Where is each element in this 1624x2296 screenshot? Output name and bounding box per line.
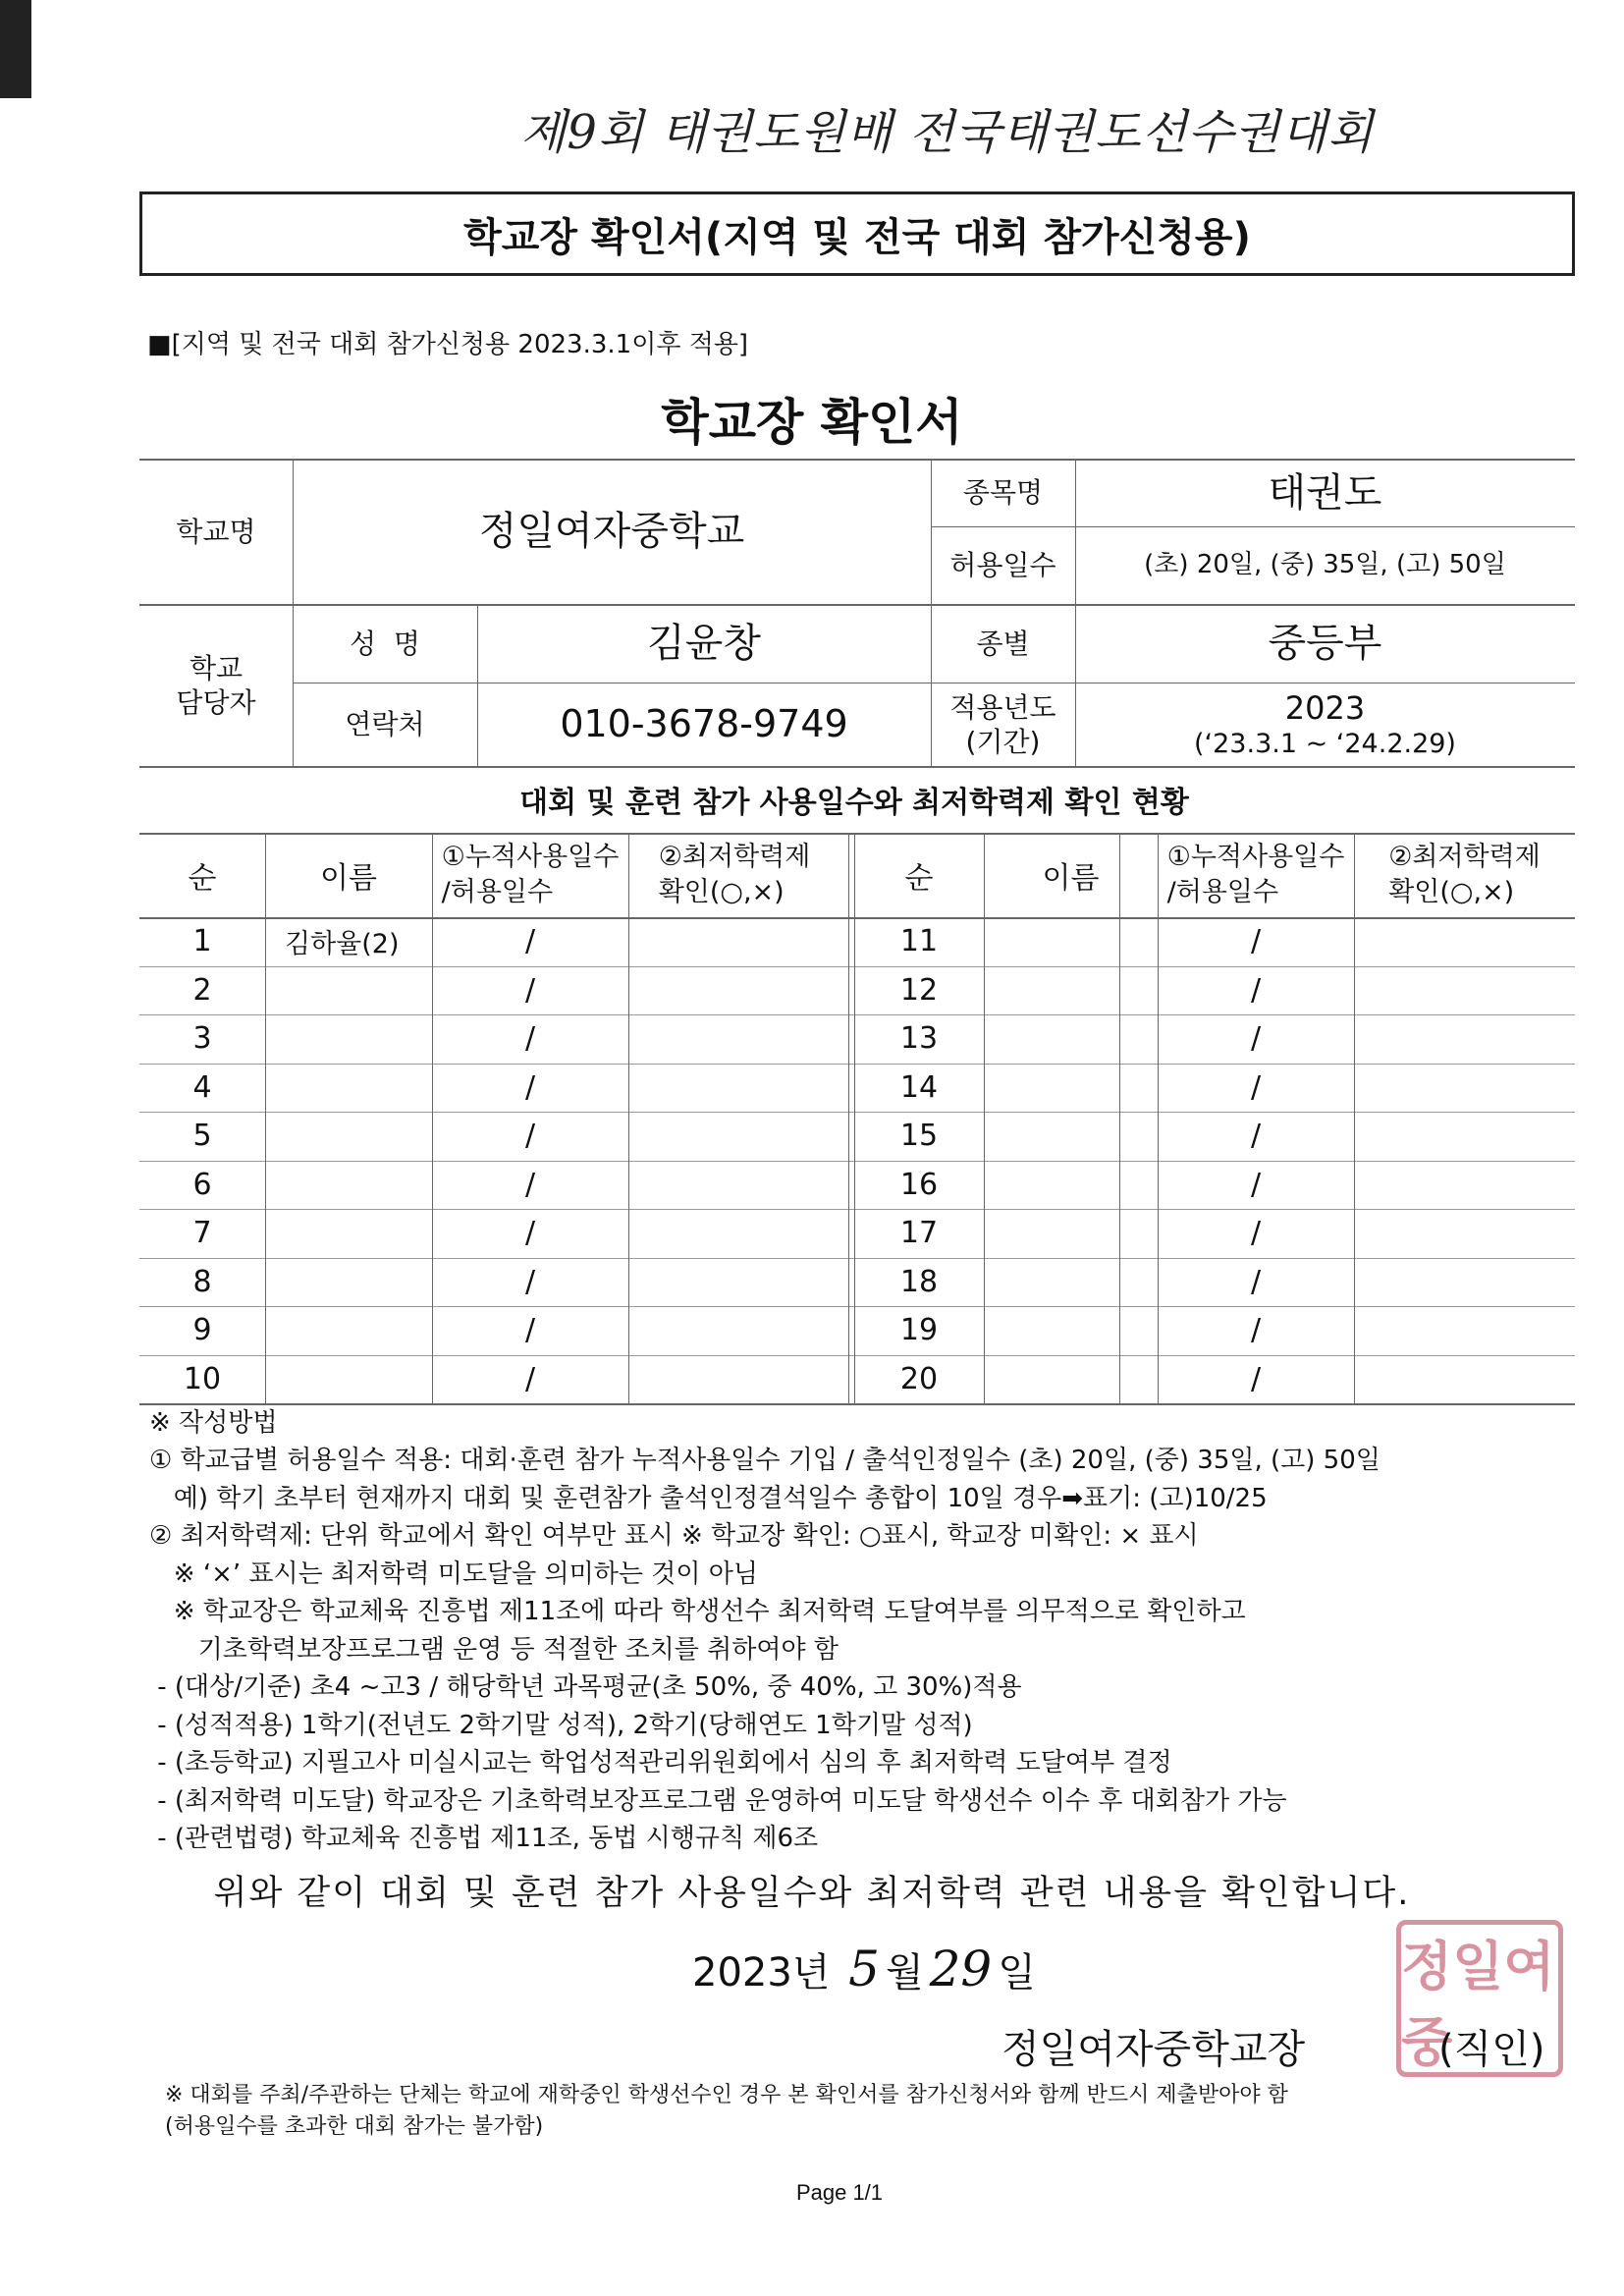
table-row: [139, 1258, 1575, 1307]
roster-name: [265, 966, 432, 1015]
roster-used-days: /: [1250, 1361, 1262, 1396]
header-name-right: 이름: [1042, 861, 1100, 896]
roster-used-days: /: [1250, 1264, 1262, 1299]
column-divider: [1158, 833, 1159, 1403]
header-used-days-right: ①누적사용일수 /허용일수: [1166, 841, 1345, 907]
form-title: 학교장 확인서(지역 및 전국 대회 참가신청용): [139, 191, 1575, 276]
instruction-line: 예) 학기 초부터 현재까지 대회 및 훈련참가 출석인정결석일수 총합이 10일 경우➡표기: (고)10/25: [149, 1483, 1268, 1513]
date-month-unit: 월: [885, 1950, 924, 1995]
table-row: [139, 1112, 1575, 1161]
roster-no: 4: [192, 1069, 212, 1105]
roster-name: [984, 1209, 1158, 1258]
instruction-line: ② 최저학력제: 단위 학교에서 확인 여부만 표시 ※ 학교장 확인: ○표시, 학교장 미확인: × 표시: [149, 1521, 1199, 1552]
roster-name: [984, 1014, 1158, 1064]
table-row: [139, 917, 1575, 966]
roster-min-academic: [628, 1306, 840, 1355]
roster-used-days: /: [524, 1021, 536, 1057]
roster-used-days: /: [1250, 972, 1262, 1008]
header-min-academic: ②최저학력제 확인(○,×): [658, 841, 811, 907]
column-divider: [265, 833, 266, 1403]
column-divider: [1354, 833, 1355, 1403]
roster-section-title: 대회 및 훈련 참가 사용일수와 최저학력제 확인 현황: [519, 786, 1189, 820]
roster-no: 17: [899, 1216, 939, 1251]
roster-name: 김하율(2): [285, 929, 400, 960]
signature-date: [692, 1941, 1036, 1997]
roster-min-academic: [628, 1112, 840, 1161]
roster-name: [265, 1161, 432, 1210]
column-divider: [628, 833, 629, 1403]
header-min-academic-right: ②최저학력제 확인(○,×): [1388, 841, 1541, 907]
roster-used-days: /: [1250, 1021, 1262, 1057]
roster-no: 13: [899, 1021, 939, 1057]
roster-used-days: /: [1250, 924, 1262, 959]
header-name: 이름: [320, 861, 377, 896]
column-divider: [984, 833, 985, 1403]
roster-min-academic: [628, 1161, 840, 1210]
contact-person-label: 학교 담당자: [176, 651, 256, 719]
roster-used-days: /: [1250, 1313, 1262, 1348]
column-divider: [1119, 833, 1120, 1403]
roster-used-days: /: [524, 972, 536, 1008]
sport-value: 태권도: [1268, 469, 1382, 516]
roster-name: [984, 966, 1158, 1015]
table-row: [139, 966, 1575, 1015]
table-row: [139, 1064, 1575, 1113]
roster-min-academic: [628, 1064, 840, 1113]
instruction-line: ※ ‘×’ 표시는 최저학력 미도달을 의미하는 것이 아님: [149, 1558, 758, 1589]
roster-used-days: /: [524, 924, 536, 959]
roster-used-days: /: [1250, 1167, 1262, 1202]
year-label: 적용년도 (기간): [949, 690, 1056, 758]
header-no-right: 순: [904, 861, 934, 896]
roster-name: [984, 1161, 1158, 1210]
instruction-line: - (성적적용) 1학기(전년도 2학기말 성적), 2학기(당해연도 1학기말 성적): [149, 1710, 973, 1740]
column-divider: [848, 833, 849, 1403]
roster-no: 15: [899, 1119, 939, 1154]
roster-no: 12: [899, 972, 939, 1008]
roster-used-days: /: [1250, 1216, 1262, 1251]
header-used-days: ①누적사용일수 /허용일수: [441, 841, 620, 907]
roster-name: [984, 1258, 1158, 1307]
roster-name: [265, 1306, 432, 1355]
phone-value: 010-3678-9749: [560, 701, 848, 745]
roster-name: [984, 1306, 1158, 1355]
roster-no: 18: [899, 1264, 939, 1299]
roster-used-days: /: [524, 1216, 536, 1251]
roster-min-academic: [1354, 1258, 1575, 1307]
instruction-line: ① 학교급별 허용일수 적용: 대회·훈련 참가 누적사용일수 기입 / 출석인정일수 (초) 20일, (중) 35일, (고) 50일: [149, 1446, 1380, 1476]
roster-min-academic: [628, 1209, 840, 1258]
roster-min-academic: [1354, 1064, 1575, 1113]
date-day: 29: [929, 1941, 993, 1997]
page-number: Page 1/1: [795, 2180, 884, 2205]
period-value: (‘23.3.1 ~ ‘24.2.29): [1194, 728, 1456, 759]
instruction-line: - (대상/기준) 초4 ~고3 / 해당학년 과목평균(초 50%, 중 40%, 고 30%)적용: [149, 1672, 1022, 1703]
roster-min-academic: [1354, 1112, 1575, 1161]
table-row: [139, 1355, 1575, 1404]
roster-used-days: /: [1250, 1069, 1262, 1105]
school-name-label: 학교명: [176, 515, 256, 548]
seal-text: 정일여중: [1401, 1936, 1555, 2073]
row-divider: [139, 1014, 1575, 1015]
roster-min-academic: [1354, 1014, 1575, 1064]
name-label: 성 명: [350, 627, 420, 660]
allowed-days-value: (초) 20일, (중) 35일, (고) 50일: [1144, 550, 1506, 580]
roster-no: 8: [192, 1264, 212, 1299]
confirmation-statement: 위와 같이 대회 및 훈련 참가 사용일수와 최저학력 관련 내용을 확인합니다.: [213, 1874, 1411, 1913]
roster-min-academic: [1354, 1209, 1575, 1258]
instructions-heading: ※ 작성방법: [149, 1408, 278, 1438]
column-divider: [854, 833, 855, 1403]
handwritten-title: 제9회 태권도원배 전국태권도선수권대회: [520, 105, 1375, 160]
row-divider: [139, 966, 1575, 967]
roster-name: [984, 1355, 1158, 1404]
roster-no: 10: [183, 1361, 222, 1396]
roster-name: [265, 1014, 432, 1064]
row-divider: [139, 1064, 1575, 1065]
instruction-line: 기초학력보장프로그램 운영 등 적절한 조치를 취하여야 함: [149, 1634, 839, 1665]
footnote: ※ 대회를 주최/주관하는 단체는 학교에 재학중인 학생선수인 경우 본 확인서를 참가신청서와 함께 반드시 제출받아야 함 (허용일수를 초과한 대회 참가는 불가함): [165, 2083, 1288, 2139]
roster-no: 2: [192, 972, 212, 1008]
roster-no: 5: [192, 1119, 212, 1154]
principal-name: 정일여자중학교장: [1001, 2027, 1306, 2072]
scan-edge-mark: [0, 0, 31, 98]
roster-used-days: /: [1250, 1119, 1262, 1154]
instruction-line: - (최저학력 미도달) 학교장은 기초학력보장프로그램 운영하여 미도달 학생선수 이수 후 대회참가 가능: [149, 1785, 1287, 1816]
roster-name: [265, 1112, 432, 1161]
table-row: [139, 1209, 1575, 1258]
roster-no: 11: [899, 924, 939, 959]
row-divider: [139, 1355, 1575, 1356]
roster-used-days: /: [524, 1313, 536, 1348]
table-border: [139, 917, 1575, 919]
roster-name: [265, 1258, 432, 1307]
roster-no: 16: [899, 1167, 939, 1202]
phone-label: 연락처: [345, 708, 425, 740]
year-value: 2023: [1284, 688, 1366, 727]
instruction-line: - (초등학교) 지필고사 미실시교는 학업성적관리위원회에서 심의 후 최저학력 도달여부 결정: [149, 1748, 1172, 1778]
row-divider: [139, 1112, 1575, 1113]
row-divider: [139, 1209, 1575, 1210]
applicability-notice: ■[지역 및 전국 대회 참가신청용 2023.3.1이후 적용]: [147, 330, 749, 359]
roster-min-academic: [628, 966, 840, 1015]
roster-min-academic: [1354, 1355, 1575, 1404]
row-divider: [139, 1258, 1575, 1259]
roster-min-academic: [1354, 1161, 1575, 1210]
table-row: [139, 1306, 1575, 1355]
roster-name: [984, 1064, 1158, 1113]
roster-name: [984, 917, 1158, 966]
sport-label: 종목명: [962, 476, 1044, 509]
roster-header-row: [139, 833, 1575, 917]
roster-min-academic: [1354, 966, 1575, 1015]
roster-used-days: /: [524, 1361, 536, 1396]
allowed-days-label: 허용일수: [949, 549, 1056, 581]
roster-no: 9: [192, 1313, 212, 1348]
roster-name: [265, 1355, 432, 1404]
name-value: 김윤창: [647, 621, 761, 666]
table-row: [139, 1014, 1575, 1064]
date-year: 2023년: [692, 1950, 831, 1995]
date-day-unit: 일: [998, 1950, 1036, 1995]
roster-no: 7: [192, 1216, 212, 1251]
roster-used-days: /: [524, 1167, 536, 1202]
writing-instructions: [149, 1404, 1543, 1858]
roster-name: [984, 1112, 1158, 1161]
roster-no: 1: [192, 924, 212, 959]
roster-no: 3: [192, 1021, 212, 1057]
roster-min-academic: [628, 1355, 840, 1404]
date-month: 5: [848, 1941, 880, 1997]
roster-min-academic: [628, 1014, 840, 1064]
row-divider: [139, 1306, 1575, 1307]
roster-no: 19: [899, 1313, 939, 1348]
roster-no: 14: [899, 1069, 939, 1105]
division-value: 중등부: [1268, 621, 1382, 666]
roster-min-academic: [1354, 1306, 1575, 1355]
roster-no: 20: [899, 1361, 939, 1396]
roster-used-days: /: [524, 1264, 536, 1299]
instruction-line: ※ 학교장은 학교체육 진흥법 제11조에 따라 학생선수 최저학력 도달여부를 의무적으로 확인하고: [149, 1597, 1246, 1627]
roster-min-academic: [628, 917, 840, 966]
table-border: [139, 833, 1575, 835]
roster-name: [265, 1064, 432, 1113]
roster-no: 6: [192, 1167, 212, 1202]
roster-name: [265, 1209, 432, 1258]
table-row: [139, 1161, 1575, 1210]
column-divider: [432, 833, 433, 1403]
header-no: 순: [188, 861, 217, 896]
roster-used-days: /: [524, 1069, 536, 1105]
instruction-line: - (관련법령) 학교체육 진흥법 제11조, 동법 시행규칙 제6조: [149, 1824, 819, 1854]
roster-used-days: /: [524, 1119, 536, 1154]
division-label: 종별: [976, 627, 1030, 660]
school-name-value: 정일여자중학교: [478, 509, 745, 554]
roster-min-academic: [1354, 917, 1575, 966]
row-divider: [139, 1161, 1575, 1162]
document-title: 학교장 확인서: [661, 394, 963, 451]
seal-label: (직인): [1438, 2027, 1545, 2072]
year-cell: [1075, 683, 1575, 766]
roster-min-academic: [628, 1258, 840, 1307]
